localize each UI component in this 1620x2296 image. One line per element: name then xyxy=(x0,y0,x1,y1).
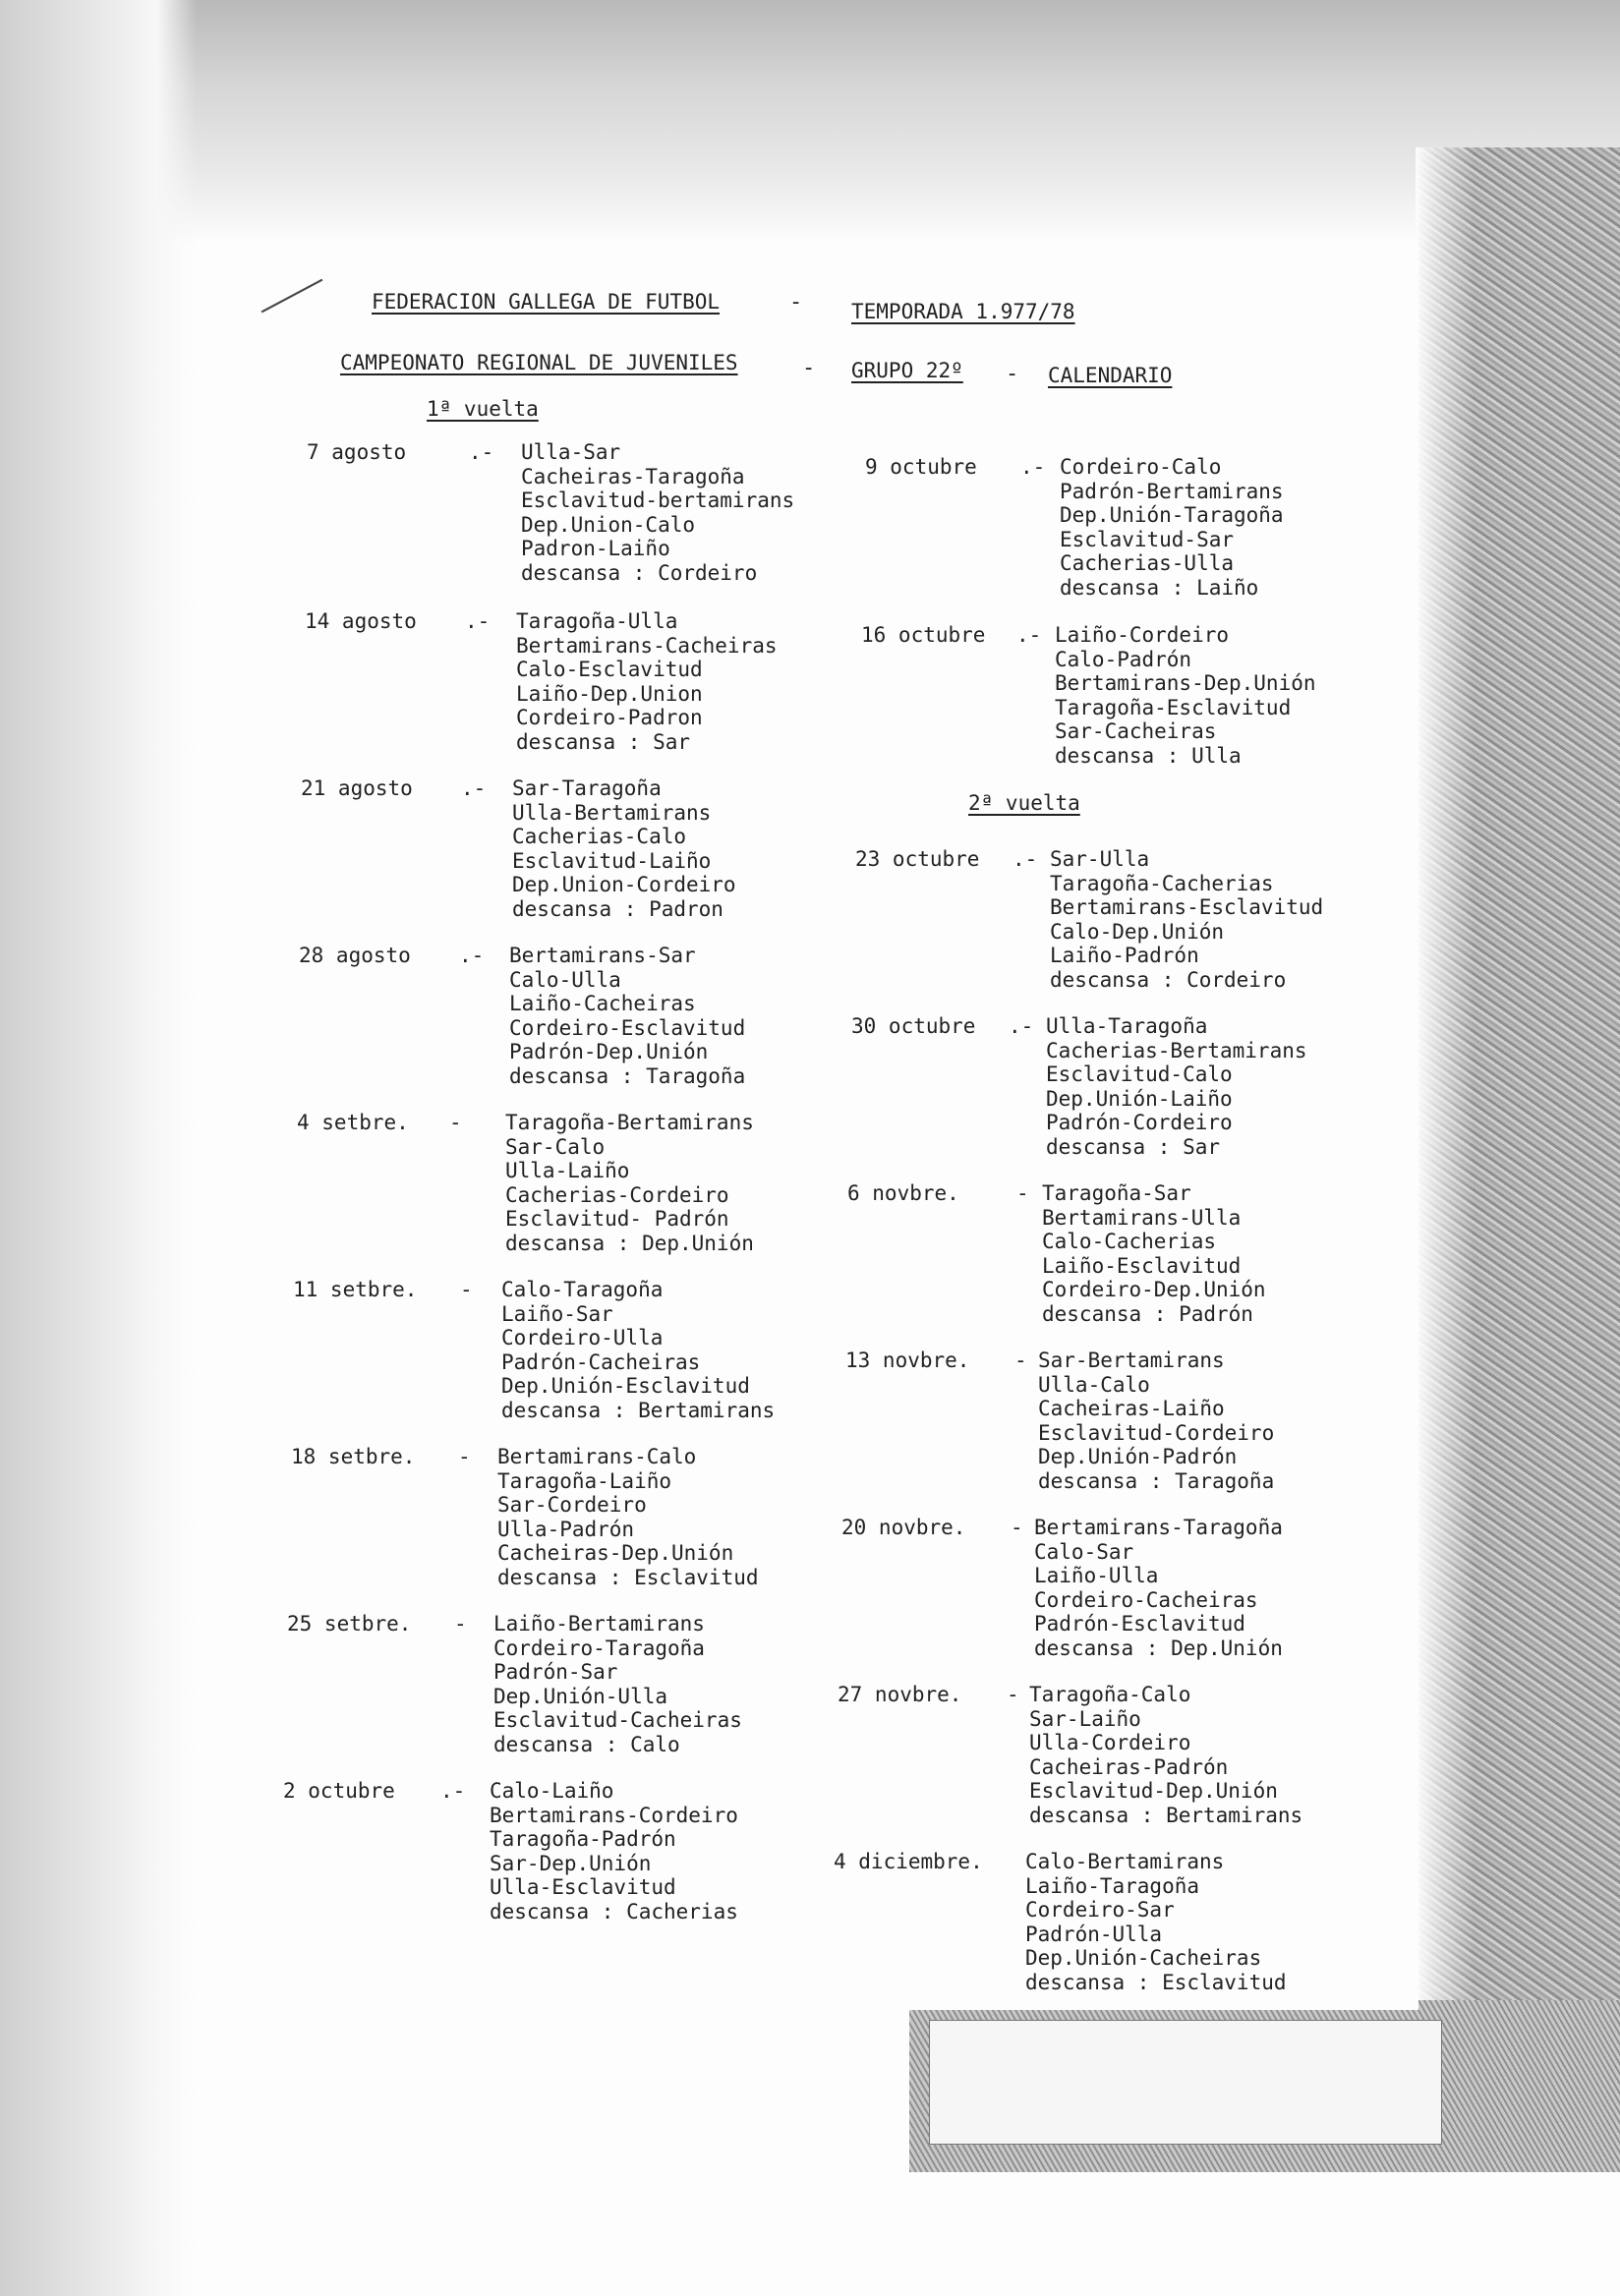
match-line: Esclavitud-Cacheiras xyxy=(493,1708,742,1732)
round-dash: - xyxy=(449,1111,462,1134)
bye-line: descansa : Padron xyxy=(512,896,723,921)
match-line: Dep.Unión-Ulla xyxy=(493,1684,668,1708)
match-line: Cordeiro-Cacheiras xyxy=(1034,1587,1258,1612)
match-line: Cacheiras-Laiño xyxy=(1038,1397,1225,1420)
match-line: Bertamirans-Cordeiro xyxy=(490,1803,738,1827)
match-line: Padrón-Dep.Unión xyxy=(509,1040,709,1063)
first-leg-title: 1ª vuelta xyxy=(427,397,539,421)
match-line: Laiño-Esclavitud xyxy=(1042,1253,1242,1278)
match-line: Bertamirans-Calo xyxy=(497,1445,697,1468)
match-list xyxy=(501,1278,775,1422)
match-line: Padrón-Sar xyxy=(493,1660,618,1684)
bye-line: descansa : Sar xyxy=(516,729,691,754)
match-line: Cacherias-Cordeiro xyxy=(505,1182,729,1207)
match-line: Dep.Unión-Taragoña xyxy=(1060,503,1284,527)
match-list xyxy=(1060,455,1284,600)
match-list xyxy=(493,1612,742,1756)
match-line: Cacherias-Bertamirans xyxy=(1046,1038,1307,1062)
match-line: Calo-Bertamirans xyxy=(1025,1850,1225,1873)
match-line: Sar-Dep.Unión xyxy=(490,1851,652,1875)
match-line: Padrón-Cordeiro xyxy=(1046,1111,1233,1134)
match-line: Cacheiras-Dep.Unión xyxy=(497,1541,734,1565)
match-line: Cordeiro-Calo xyxy=(1060,455,1222,479)
match-line: Calo-Laiño xyxy=(490,1779,614,1803)
match-line: Padrón-Ulla xyxy=(1025,1922,1163,1946)
bye-line: descansa : Taragoña xyxy=(1038,1468,1275,1493)
match-line: Laiño-Sar xyxy=(501,1301,613,1326)
bye-line: descansa : Esclavitud xyxy=(497,1565,759,1589)
match-line: Calo-Sar xyxy=(1034,1539,1134,1564)
bye-line: descansa : Esclavitud xyxy=(1025,1970,1287,1994)
bye-line: descansa : Taragoña xyxy=(509,1063,746,1088)
scan-noise-fade xyxy=(1416,147,1475,2015)
match-line: Cordeiro-Dep.Unión xyxy=(1042,1278,1266,1301)
match-line: Ulla-Calo xyxy=(1038,1372,1150,1397)
match-line: Padron-Laiño xyxy=(521,537,670,560)
round-dash: - xyxy=(1007,1683,1019,1706)
round-date: 16 octubre xyxy=(861,623,986,647)
bye-line: descansa : Bertamirans xyxy=(1029,1803,1303,1827)
match-line: Calo-Padrón xyxy=(1055,647,1192,671)
bye-line: descansa : Dep.Unión xyxy=(1034,1636,1283,1660)
match-line: Ulla-Esclavitud xyxy=(490,1875,676,1899)
match-line: Dep.Union-Cordeiro xyxy=(512,873,736,896)
match-line: Sar-Cordeiro xyxy=(497,1493,647,1517)
match-line: Laiño-Padrón xyxy=(1050,944,1199,967)
round-date: 6 novbre. xyxy=(847,1181,959,1205)
match-line: Ulla-Laiño xyxy=(505,1159,630,1182)
match-line: Calo-Esclavitud xyxy=(516,658,703,681)
match-line: Taragoña-Laiño xyxy=(497,1468,672,1493)
match-list xyxy=(1034,1516,1283,1660)
bye-line: descansa : Sar xyxy=(1046,1134,1221,1159)
round-date: 21 agosto xyxy=(301,776,413,800)
round-dash: .- xyxy=(1020,455,1046,479)
match-line: Esclavitud-Calo xyxy=(1046,1062,1233,1086)
header-separator: - xyxy=(802,356,816,380)
match-list xyxy=(516,609,778,754)
match-line: Calo-Cacherias xyxy=(1042,1230,1217,1253)
season-title: TEMPORADA 1.977/78 xyxy=(851,300,1075,323)
match-line: Dep.Unión-Cacheiras xyxy=(1025,1946,1262,1970)
round-dash: .- xyxy=(1009,1014,1034,1038)
round-dash: - xyxy=(1016,1181,1029,1205)
match-line: Cordeiro-Sar xyxy=(1025,1898,1175,1922)
calendar-title: CALENDARIO xyxy=(1048,364,1173,387)
bye-line: descansa : Cordeiro xyxy=(521,560,758,585)
match-line: Esclavitud- Padrón xyxy=(505,1207,729,1231)
round-dash: - xyxy=(458,1445,471,1468)
match-line: Bertamirans-Dep.Unión xyxy=(1055,671,1316,695)
match-list xyxy=(509,944,745,1088)
match-line: Bertamirans-Taragoña xyxy=(1034,1516,1283,1539)
match-line: Dep.Unión-Esclavitud xyxy=(501,1374,750,1398)
match-line: Esclavitud-Cordeiro xyxy=(1038,1420,1275,1445)
match-line: Taragoña-Padrón xyxy=(490,1827,676,1851)
round-dash: .- xyxy=(1016,623,1042,647)
round-date: 4 setbre. xyxy=(297,1111,409,1134)
match-line: Taragoña-Bertamirans xyxy=(505,1111,754,1134)
match-line: Taragoña-Esclavitud xyxy=(1055,695,1292,719)
match-line: Calo-Taragoña xyxy=(501,1278,664,1301)
match-list xyxy=(1042,1181,1266,1326)
round-date: 28 agosto xyxy=(299,944,411,967)
match-line: Dep.Unión-Padrón xyxy=(1038,1445,1238,1468)
match-line: Laiño-Bertamirans xyxy=(493,1612,705,1636)
match-line: Bertamirans-Cacheiras xyxy=(516,633,778,658)
match-line: Esclavitud-Sar xyxy=(1060,527,1235,551)
match-line: Laiño-Taragoña xyxy=(1025,1873,1200,1898)
match-line: Cordeiro-Ulla xyxy=(501,1326,664,1349)
match-list xyxy=(1046,1014,1307,1159)
match-list xyxy=(497,1445,759,1589)
round-date: 23 octubre xyxy=(855,847,980,871)
header-separator: - xyxy=(1006,362,1019,386)
match-list xyxy=(490,1779,738,1923)
match-line: Sar-Calo xyxy=(505,1134,606,1159)
match-line: Esclavitud-Dep.Unión xyxy=(1029,1779,1278,1803)
bye-line: descansa : Ulla xyxy=(1055,743,1242,768)
round-dash: .- xyxy=(459,944,485,967)
match-line: Laiño-Ulla xyxy=(1034,1564,1159,1587)
match-line: Dep.Unión-Laiño xyxy=(1046,1086,1233,1111)
match-line: Ulla-Bertamirans xyxy=(512,800,712,825)
match-line: Cordeiro-Taragoña xyxy=(493,1636,705,1660)
match-line: Esclavitud-bertamirans xyxy=(521,488,795,512)
group-title: GRUPO 22º xyxy=(851,359,963,382)
match-line: Cacherias-Ulla xyxy=(1060,551,1235,575)
round-dash: - xyxy=(454,1612,467,1636)
round-date: 11 setbre. xyxy=(293,1278,418,1301)
bye-line: descansa : Calo xyxy=(493,1732,680,1756)
championship-title: CAMPEONATO REGIONAL DE JUVENILES xyxy=(340,351,738,374)
match-list xyxy=(1029,1683,1302,1827)
match-line: Sar-Taragoña xyxy=(512,776,662,800)
scan-shadow-left xyxy=(0,0,197,2296)
round-dash: .- xyxy=(465,609,491,633)
bye-line: descansa : Bertamirans xyxy=(501,1398,776,1422)
match-list xyxy=(521,440,794,585)
match-list xyxy=(1038,1349,1274,1493)
round-date: 13 novbre. xyxy=(845,1349,970,1372)
match-line: Taragoña-Sar xyxy=(1042,1181,1191,1205)
match-list xyxy=(512,776,736,921)
match-line: Laiño-Cordeiro xyxy=(1055,623,1230,647)
round-date: 4 diciembre. xyxy=(834,1850,983,1873)
federation-title: FEDERACION GALLEGA DE FUTBOL xyxy=(372,290,721,314)
match-line: Calo-Dep.Unión xyxy=(1050,919,1225,944)
match-line: Cacheiras-Padrón xyxy=(1029,1754,1229,1779)
match-line: Ulla-Sar xyxy=(521,440,621,464)
round-date: 20 novbre. xyxy=(841,1516,966,1539)
round-dash: .- xyxy=(469,440,494,464)
match-line: Cordeiro-Padron xyxy=(516,706,703,729)
match-line: Sar-Bertamirans xyxy=(1038,1349,1225,1372)
match-list xyxy=(1055,623,1316,768)
match-line: Padrón-Bertamirans xyxy=(1060,479,1284,503)
scan-shadow-top xyxy=(0,0,1620,246)
bye-line: descansa : Cacherias xyxy=(490,1899,738,1923)
match-line: Ulla-Taragoña xyxy=(1046,1014,1208,1038)
match-line: Cacheiras-Taragoña xyxy=(521,464,745,488)
round-date: 14 agosto xyxy=(305,609,417,633)
match-list xyxy=(1050,847,1323,992)
round-date: 2 octubre xyxy=(283,1779,395,1803)
round-dash: .- xyxy=(1012,847,1038,871)
bye-line: descansa : Dep.Unión xyxy=(505,1231,754,1255)
match-line: Laiño-Cacheiras xyxy=(509,992,696,1015)
round-date: 7 agosto xyxy=(307,440,407,464)
round-date: 27 novbre. xyxy=(838,1683,962,1706)
match-line: Taragoña-Calo xyxy=(1029,1683,1191,1706)
round-dash: - xyxy=(1011,1516,1023,1539)
match-line: Cordeiro-Esclavitud xyxy=(509,1015,746,1040)
bye-line: descansa : Laiño xyxy=(1060,575,1259,600)
match-line: Calo-Ulla xyxy=(509,967,621,992)
round-date: 9 octubre xyxy=(865,455,977,479)
match-line: Cacherias-Calo xyxy=(512,825,687,848)
match-line: Bertamirans-Sar xyxy=(509,944,696,967)
match-line: Padrón-Esclavitud xyxy=(1034,1612,1245,1636)
bye-line: descansa : Cordeiro xyxy=(1050,967,1287,992)
header-separator: - xyxy=(789,290,803,315)
match-line: Padrón-Cacheiras xyxy=(501,1349,701,1374)
round-date: 25 setbre. xyxy=(287,1612,412,1636)
match-line: Bertamirans-Ulla xyxy=(1042,1205,1242,1230)
match-line: Ulla-Cordeiro xyxy=(1029,1731,1191,1754)
round-dash: - xyxy=(460,1278,473,1301)
match-line: Sar-Cacheiras xyxy=(1055,719,1217,743)
round-date: 18 setbre. xyxy=(291,1445,416,1468)
match-line: Ulla-Padrón xyxy=(497,1517,635,1541)
match-list xyxy=(1025,1850,1287,1994)
bye-line: descansa : Padrón xyxy=(1042,1301,1253,1326)
match-line: Taragoña-Ulla xyxy=(516,609,678,633)
match-line: Bertamirans-Esclavitud xyxy=(1050,895,1324,919)
match-line: Dep.Union-Calo xyxy=(521,512,696,537)
match-line: Laiño-Dep.Union xyxy=(516,681,703,706)
match-line: Sar-Ulla xyxy=(1050,847,1150,871)
round-dash: .- xyxy=(461,776,487,800)
match-line: Esclavitud-Laiño xyxy=(512,848,712,873)
match-line: Sar-Laiño xyxy=(1029,1706,1141,1731)
round-date: 30 octubre xyxy=(851,1014,976,1038)
second-leg-title: 2ª vuelta xyxy=(968,791,1080,815)
match-list xyxy=(505,1111,754,1255)
round-dash: - xyxy=(1014,1349,1027,1372)
match-line: Taragoña-Cacherias xyxy=(1050,871,1274,895)
scan-blank-area xyxy=(929,2020,1442,2145)
round-dash: .- xyxy=(440,1779,466,1803)
